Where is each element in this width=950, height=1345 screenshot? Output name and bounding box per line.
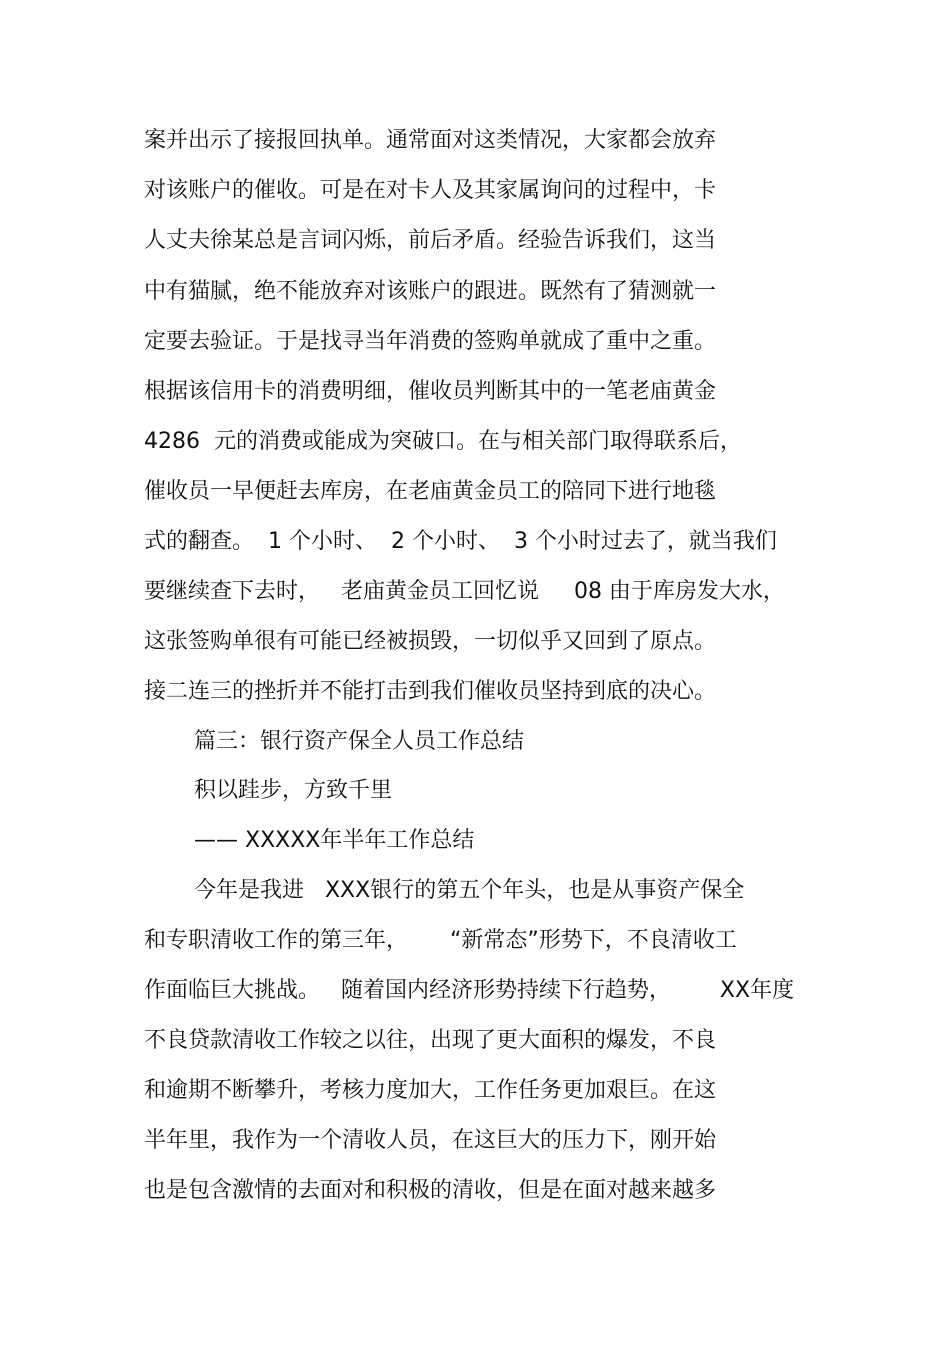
text-line: 作面临巨大挑战。 随着国内经济形势持续下行趋势， XX年度 (144, 978, 795, 1003)
text-line: 接二连三的挫折并不能打击到我们催收员坚持到底的决心。 (144, 679, 717, 704)
text-line: 和逾期不断攀升，考核力度加大，工作任务更加艰巨。在这 (144, 1078, 717, 1103)
text-line: 对该账户的催收。可是在对卡人及其家属询问的过程中，卡 (144, 178, 717, 203)
subtitle-dash: —— XXXXX年半年工作总结 (194, 828, 475, 853)
text-line: 人丈夫徐某总是言词闪烁，前后矛盾。经验告诉我们，这当 (144, 228, 717, 253)
text-line: 4286 元的消费或能成为突破口。在与相关部门取得联系后， (144, 429, 742, 454)
section-heading: 篇三：银行资产保全人员工作总结 (194, 729, 525, 754)
text-line: 也是包含激情的去面对和积极的清收，但是在面对越来越多 (144, 1178, 717, 1203)
text-line: 式的翻查。 1 个小时、 2 个小时、 3 个小时过去了，就当我们 (144, 529, 777, 554)
text-line: 催收员一早便赶去库房，在老庙黄金员工的陪同下进行地毯 (144, 479, 717, 504)
text-line: 和专职清收工作的第三年， “新常态”形势下，不良清收工 (144, 928, 737, 953)
text-line: 这张签购单很有可能已经被损毁，一切似乎又回到了原点。 (144, 629, 717, 654)
paragraph-start: 今年是我进 XXX银行的第五个年头，也是从事资产保全 (194, 878, 745, 903)
subtitle: 积以跬步，方致千里 (194, 778, 393, 803)
text-line: 案并出示了接报回执单。通常面对这类情况，大家都会放弃 (144, 128, 717, 153)
text-line: 根据该信用卡的消费明细，催收员判断其中的一笔老庙黄金 (144, 379, 717, 404)
text-line: 定要去验证。于是找寻当年消费的签购单就成了重中之重。 (144, 329, 717, 354)
text-line: 中有猫腻，绝不能放弃对该账户的跟进。既然有了猜测就一 (144, 279, 717, 304)
text-line: 半年里，我作为一个清收人员，在这巨大的压力下，刚开始 (144, 1128, 717, 1153)
text-line: 不良贷款清收工作较之以往，出现了更大面积的爆发，不良 (144, 1028, 717, 1053)
text-line: 要继续查下去时， 老庙黄金员工回忆说 08 由于库房发大水， (144, 579, 785, 604)
